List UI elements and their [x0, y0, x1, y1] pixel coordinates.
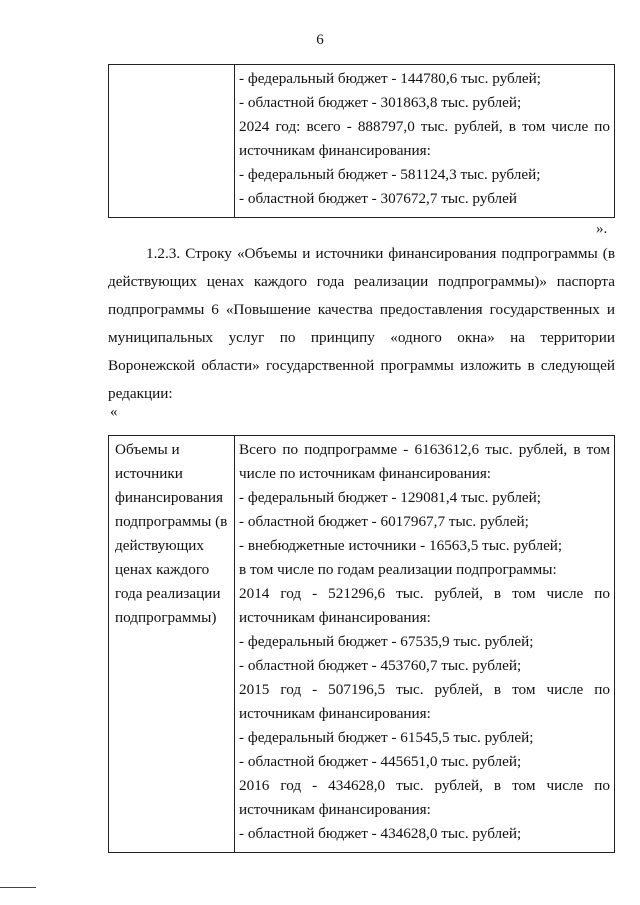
- paragraph-line: подпрограммы 6 «Повышение качества предоставления государственных и: [108, 301, 615, 318]
- table-label-cell: [109, 65, 235, 218]
- paragraph-line: 1.2.3. Строку «Объемы и источники финансирования подпрограммы (в: [146, 245, 615, 262]
- table-line: 2015 год - 507196,5 тыс. рублей, в том числе по: [239, 681, 610, 698]
- paragraph-line: редакции:: [108, 385, 173, 402]
- table-line: - федеральный бюджет - 581124,3 тыс. рублей;: [239, 166, 541, 183]
- label-line: подпрограммы (в: [115, 513, 228, 530]
- table-line: - областной бюджет - 6017967,7 тыс. рублей;: [239, 513, 529, 530]
- label-line: источники: [115, 465, 183, 482]
- table-line: источникам финансирования:: [239, 609, 431, 626]
- table-line: Всего по подпрограмме - 6163612,6 тыс. рублей, в том: [239, 441, 610, 458]
- budget-table-continuation: [108, 64, 615, 218]
- table-line: источникам финансирования:: [239, 801, 431, 818]
- label-line: подпрограммы): [115, 609, 217, 626]
- amendment-paragraph: [108, 240, 615, 408]
- table-value-cell: [235, 65, 615, 218]
- paragraph-line: действующих ценах каждого года реализации подпрограммы)» паспорта: [108, 273, 615, 290]
- label-line: Объемы и: [115, 441, 180, 458]
- table-line: в том числе по годам реализации подпрограммы:: [239, 561, 557, 578]
- opening-quote: «: [110, 404, 118, 420]
- table-line: источникам финансирования:: [239, 705, 431, 722]
- table-line: числе по источникам финансирования:: [239, 465, 492, 482]
- budget-table: [108, 435, 615, 853]
- table-line: 2024 год: всего - 888797,0 тыс. рублей, в том числе по: [239, 118, 610, 135]
- label-line: ценах каждого: [115, 561, 210, 578]
- table-value-cell: [235, 436, 615, 853]
- table-line: 2016 год - 434628,0 тыс. рублей, в том числе по: [239, 777, 610, 794]
- table-line: - областной бюджет - 301863,8 тыс. рублей;: [239, 94, 522, 111]
- table-line: 2014 год - 521296,6 тыс. рублей, в том числе по: [239, 585, 610, 602]
- label-line: года реализации: [115, 585, 221, 602]
- closing-quote: ».: [596, 221, 608, 237]
- page-number: 6: [316, 32, 324, 48]
- table-line: источникам финансирования:: [239, 142, 431, 159]
- table-line: - областной бюджет - 434628,0 тыс. рублей;: [239, 825, 522, 842]
- table-line: - федеральный бюджет - 144780,6 тыс. рублей;: [239, 70, 542, 87]
- table-line: - областной бюджет - 307672,7 тыс. рублей: [239, 190, 518, 207]
- footer-rule: [0, 887, 36, 888]
- table-line: - федеральный бюджет - 129081,4 тыс. рублей;: [239, 489, 542, 506]
- label-line: финансирования: [115, 489, 223, 506]
- label-line: действующих: [115, 537, 204, 554]
- paragraph-line: Воронежской области» государственной программы изложить в следующей: [108, 357, 615, 374]
- table-line: - внебюджетные источники - 16563,5 тыс. рублей;: [239, 537, 563, 554]
- table-line: - федеральный бюджет - 67535,9 тыс. рублей;: [239, 633, 534, 650]
- table-line: - федеральный бюджет - 61545,5 тыс. рублей;: [239, 729, 534, 746]
- table-line: - областной бюджет - 445651,0 тыс. рублей;: [239, 753, 522, 770]
- table-label-cell: [109, 436, 235, 853]
- paragraph-line: муниципальных услуг по принципу «одного окна» на территории: [108, 329, 615, 346]
- table-line: - областной бюджет - 453760,7 тыс. рублей;: [239, 657, 522, 674]
